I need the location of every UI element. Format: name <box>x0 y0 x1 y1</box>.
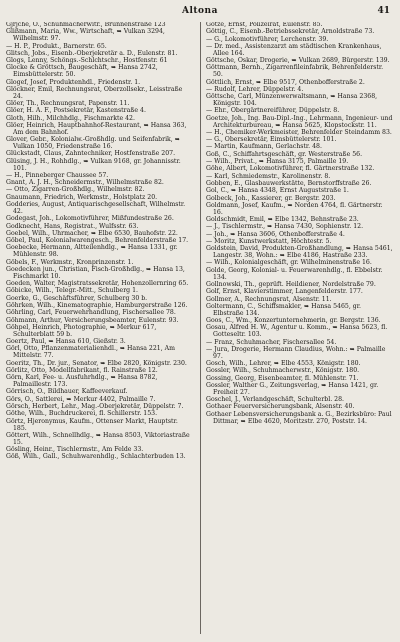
directory-entry: Goldschmidt, Emil, ➥ Elbe 1342, Behnstraße 23. <box>206 216 359 224</box>
directory-entry: Gothaer Lebensversicherungsbank a. G., Bezirksbüro: Paul Dittmar, ➥ Elbe 4620, Moritzstr. 270, Poststr. 14. <box>206 410 392 425</box>
directory-entry: — H., Chemiker-Werkmeister, Behrenfelder Steindamm 83. <box>206 128 392 136</box>
directory-entry: Göbicke, Wilh., Telegr.-Mitt., Schulberg 1. <box>6 287 139 295</box>
directory-entry: Görsch, Herbert, Lehr., Mag.-Oberjekretär, Düppelstr. 7. <box>6 403 184 411</box>
directory-entry: Goos, C., Wm., Konzertunternehmerin, gr. Bergstr. 136. <box>206 317 381 325</box>
directory-entry: Görl, Otto, Pflanzenmaterialienhdl., ➥ Hansa 221, Am Mittelstr. 77. <box>6 345 176 360</box>
directory-entry: Göhpel, Heinrich, Photographie, ➥ Merkur 617, Schulterblatt 59 b. <box>6 323 157 338</box>
directory-entry: — H. P., Produkt., Barnerstr. 65. <box>6 42 107 50</box>
directory-entry: Gossler, Walther G., Zeitungsverlag, ➥ Hansa 1421, gr. Freiheit 27. <box>206 381 379 396</box>
directory-entry: Gollmer, A., Rechnungsrat, Alsenstr. 11. <box>206 295 332 303</box>
directory-entry: Görlitz, Otto, Modellfabrikant, fl. Rainstraße 12. <box>6 366 158 374</box>
page-number: 41 <box>377 6 390 16</box>
directory-entry: Gossing, Georg, Eisenbeamter, fl. Mühlenstr. 71. <box>206 374 359 382</box>
directory-entry: — Karl, Schmiedemstr., Karolinenstr. 8. <box>206 172 331 180</box>
directory-entry: Goedecken jun., Christian, Fisch-Großhdlg., ➥ Hansa 13, Fischmarkt 10. <box>6 265 185 280</box>
directory-entry: Göttig, C., Eisenb.-Betriebssekretär, Arnoldstraße 73. <box>206 28 375 36</box>
directory-entry: Goebel, Wilh., Uhrmacher, ➥ Elbe 6530, Bauhofstr. 22. <box>6 229 178 237</box>
directory-entry: — G., Lokomotivführer, Lerchenstr. 39. <box>206 35 329 43</box>
directory-entry: — J., Tischlermstr., ➥ Hansa 7430, Sophienstr. 12. <box>206 223 364 231</box>
directory-entry: Goß, C., Schiffahrtsgeschäft, gr. Westerstraße 56. <box>206 150 363 158</box>
directory-entry: — Otto, Zigarren-Großhdlg., Wilhelmstr. 82. <box>6 186 145 194</box>
right-column <box>206 22 393 637</box>
directory-entry: Godegast, Joh., Lokomotivführer, Mißfundestraße 26. <box>6 215 174 223</box>
left-column <box>6 22 193 637</box>
column-divider <box>200 22 201 634</box>
directory-entry: Glißmann, Maria, Ww., Wirtschaft, ➥ Vulkan 3294, Wilhelmstr. 97. <box>6 28 165 43</box>
directory-entry: Görrisch, O., Bildhauer, Kaffeeverkauf. <box>6 388 128 396</box>
directory-entry: Gnant, A. J. H., Schneidermstr., Wilhelmstraße 82. <box>6 179 164 187</box>
directory-entry: — Franz, Schuhmacher, Fischersallee 54. <box>206 338 337 346</box>
directory-entry: Göttert, Wilh., Schnellhdlg., ➥ Hansa 8503, Viktoriastraße 15. <box>6 431 190 446</box>
directory-entry: — Moritz, Kunstwerkstatt, Höchtestr. 5. <box>206 237 332 245</box>
directory-entry: — Rudolf, Lehrer, Düppelstr. 4. <box>206 85 304 93</box>
directory-entry: Görn, Karl, Fee- u. Ausfuhrhdlg., ➥ Hansa 8782, Palmaillestr. 173. <box>6 374 158 389</box>
directory-entry: Gnaumann, Friedrich, Werkmstr., Holstplatz 20. <box>6 193 158 201</box>
directory-entry: Gjrjche, O., Schuhmacherwitr., Brunnenstraße 123 <box>6 22 166 28</box>
directory-entry: Goeritz, Th., Dr. jur., Senator, ➥ Elbe 2820, Königstr. 230. <box>6 359 187 367</box>
directory-entry: Gloth, Hilh., Milchhdlg., Fischmarkte 42. <box>6 114 135 122</box>
directory-entry: Godknecht, Hans, Registrat., Wulfsstr. 63. <box>6 222 139 230</box>
directory-entry: — Wilh., Privat., ➥ Hansa 3175, Palmaille 19. <box>206 158 349 166</box>
directory-entry: Godderies, August, Antiquarischgesellschaft, Wilhelmstr. 42. <box>6 201 186 215</box>
directory-entry: Göttsche, Carl, Münzenwerwaltsmann, ➥ Hansa 2368, Königstr. 104. <box>206 93 378 108</box>
directory-entry: Götze, Ernst, Polizeirat, Eulenstr. 85. <box>206 22 323 28</box>
directory-entry: Göttsche, Oskar, Drogerie, ➥ Vulkan 2689, Bürgerstr. 139. <box>206 57 390 65</box>
directory-entry: Glöer, H. A. F., Postsekretär, Kastenstraße 4. <box>6 107 146 115</box>
directory-entry: Glogef, Josef, Produktenhdl., Friedenstr. 1. <box>6 78 141 86</box>
directory-entry: — Dr. med., Assistenzarzt am städtischen Krankenhaus, Allee 164. <box>206 42 382 57</box>
directory-entry: Glocke & Gröttsch, Baugeschäft, ➥ Hansa 2742, Eimsbüttelerstr. 50. <box>6 64 158 79</box>
directory-entry: Gosau, Alfred H. W., Agentur u. Komm., ➥ Hansa 5623, fl. Gotteseltr. 103. <box>206 324 388 339</box>
directory-entry: Gossler, Wilh., Schuhmacherwstr., Königstr. 180. <box>206 367 360 375</box>
directory-entry: — Martin, Kaufmann, Gerlachstr. 48. <box>206 143 322 151</box>
directory-entry: Glöer, Th., Rechnungsrat, Papenstr. 11. <box>6 100 130 108</box>
directory-entry: — G., Obersekretär, Eimsbüttelerstr. 101. <box>206 136 337 144</box>
directory-entry: Golbeck, Joh., Kassierer, gr. Bergstr. 203. <box>206 194 336 202</box>
directory-entry: Gol, C., ➥ Hansa 4348, Ernst Auguststraße 1. <box>206 187 349 195</box>
directory-entry: Göttmann, Bernh., Zigarrenfileinfabrik, Behrenfelderstr. 50. <box>206 64 384 79</box>
directory-entry: — Jura, Drogerie, Hermann Claudius, Wohn.: ➥ Palmaille 97. <box>206 345 386 360</box>
directory-entry: Göhrling, Carl, Feuerwehrhandlung, Fischersallee 78. <box>6 309 176 317</box>
directory-entry: Goltermann, C., Schiffsmakler, ➥ Hansa 5465, gr. Elbstraße 134. <box>206 302 361 317</box>
directory-entry: — Wilh., Kolonialgeschäft, gr. Wilhelminenstraße 16. <box>206 259 372 267</box>
directory-entry: Goetze, Joh., Ing. Bau-Dipl.-Ing., Lehrmann, Ingenieur- und Architekturbureau, ➥ Hansa 5625, Klopstockstr. 11. <box>206 114 393 129</box>
directory-entry: Goebecke, Hermann, Altteilenhdlg., ➥ Hansa 1331, gr. Mühlenstr. 98. <box>6 244 178 259</box>
directory-entry: Gothaer Feuerversicherungsbank, Alsenstr. 40. <box>206 403 355 411</box>
directory-entry: Göhmann, Arthur, Versicherungsbeamter, Eulenstr. 93. <box>6 316 179 324</box>
page-header <box>0 6 400 20</box>
page-title: Altona <box>182 6 218 16</box>
directory-entry: Glitsch, Jobs., Eisenb.-Oberjekretär a. D., Eulenstr. 81. <box>6 49 178 57</box>
directory-entry: Goeden, Walter, Magistratssekretär, Hohenzollernring 65. <box>6 280 189 288</box>
directory-entry: Gosch, Wilh., Lehrer, ➥ Elbe 4553, Königstr. 180. <box>206 360 361 368</box>
directory-entry: Görs, O., Sattlerei, ➥ Merkur 4402, Palmaille 7. <box>6 395 156 403</box>
directory-entry: Glüsing, J. H., Rohhdlg., ➥ Vulkan 9168, gr. Johannisstr. 101. <box>6 157 181 172</box>
directory-entry: Glogs, Lenny, Schöngs.-Schlchtschr., Hostfenstr. 61 <box>6 57 168 65</box>
directory-entry: Göbels, F., Werkmstr., Kronprinzenstr. 1. <box>6 258 134 266</box>
directory-entry: Göß, Wilh., Gall., Schuhwarenhdlg., Schlachterbuden 13. <box>6 453 186 461</box>
directory-entry: Glover, Gebr., Kolonialw.-Großhdlg. und Seifenfabrik, ➥ Vulkan 1050, Friedenstraße 16. <box>6 136 180 151</box>
directory-entry: Görtz, Hjeronymus, Kaufm., Ottenser Markt, Hauptstr. 185. <box>6 417 178 432</box>
directory-entry: Göbel, Paul, Kolonialwarengesch., Behrenfelderstraße 17. <box>6 237 189 245</box>
directory-entry: Göttlich, Ernst, ➥ Elbe 9517, Othenbofferstraße 2. <box>206 78 365 86</box>
directory-entry: — Ehr., Obergärtnereiführer, Düppelstr. 8. <box>206 107 340 115</box>
directory-entry: Goerke, G., Geschäftsführer, Schulberg 30 b. <box>6 294 148 302</box>
directory-entry: Glückstadt, Claus, Zahntechniker, Hostfenstraße 207. <box>6 150 176 158</box>
directory-entry: Göthe, Wilh., Buchdruckerei, fl. Schillerstr. 153. <box>6 410 158 418</box>
directory-entry: Gösling, Heinr., Tischlermstr., Am Felde 33. <box>6 446 144 454</box>
directory-entry: Glöer, Heinrich, Hauptbahnhof-Restaurant, ➥ Hansa 363, Am dem Bahnhof. <box>6 121 187 136</box>
directory-entry: Glöckner, Emil, Rechnungsrat, Oberzollsekr., Leisstraße 24. <box>6 85 183 100</box>
directory-entry: Göhe, Albert, Lokomotivführer, fl. Gärtnerstraße 132. <box>206 165 375 173</box>
directory-entry: — H., Pinneberger Chaussee 57. <box>6 171 109 179</box>
directory-entry: Gobben, E., Glasbauwerkstätte, Bernstorffstraße 26. <box>206 179 372 187</box>
directory-entry: Goldmann, Josef, Kaufm., ➥ Norden 4764, fl. Gärtnerstr. 16. <box>206 201 383 216</box>
directory-entry: Gollnowski, Th., geprüft. Heildiener, Nordelstraße 79. <box>206 280 376 288</box>
directory-entry: Goertz, Paul, ➥ Hansa 610, Gießstr. 3. <box>6 338 126 346</box>
directory-entry: Goldstein, David, Produkten-Großhandlung, ➥ Hansa 5461, Langestr. 38, Wohn.: ➥ Elbe 4186, Hastraße 233. <box>206 245 393 260</box>
directory-entry: Golf, Ernst, Klavierstimmer, Langenfelderstr. 177. <box>206 288 363 296</box>
directory-entry: Golde, Georg, Kolonial- u. Feuerwarenhdlg., fl. Ebbelstr. 134. <box>206 266 383 281</box>
directory-entry: Göhrken, Wilh., Kinematographie, Hamburgerstraße 126. <box>6 302 188 310</box>
directory-entry: — Joh., ➥ Hansa 3606, Othenbofferstraße 4. <box>206 230 345 238</box>
directory-entry: Goschel, J., Verlandgeschäft, Schulterbl. 28. <box>206 396 345 404</box>
